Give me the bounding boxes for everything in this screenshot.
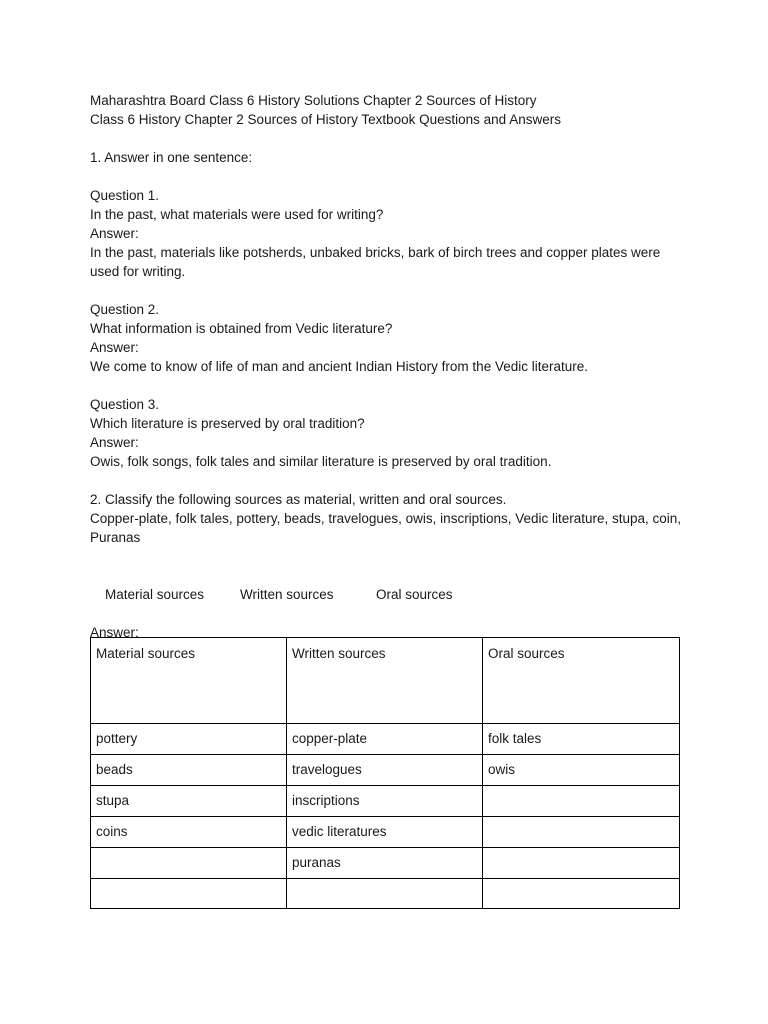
table-row xyxy=(91,817,680,848)
spacer xyxy=(90,547,690,566)
spacer xyxy=(90,167,690,186)
question-label: Question 1. xyxy=(90,188,160,203)
table-header-cell: Material sources xyxy=(91,638,287,724)
table-cell xyxy=(287,879,483,909)
table-cell: travelogues xyxy=(287,755,483,786)
table-cell: owis xyxy=(483,755,680,786)
table-header-cell: Written sources xyxy=(287,638,483,724)
answer-label: Answer: xyxy=(90,435,139,450)
table-cell: pottery xyxy=(91,724,287,755)
title-line-2: Class 6 History Chapter 2 Sources of History Textbook Questions and Answers xyxy=(90,112,561,127)
table-cell: folk tales xyxy=(483,724,680,755)
table-cell: coins xyxy=(91,817,287,848)
table-cell xyxy=(91,879,287,909)
table-cell: beads xyxy=(91,755,287,786)
section-2-items: Copper-plate, folk tales, pottery, beads, travelogues, owis, inscriptions, Vedic literature, stupa, coin, Puranas xyxy=(90,511,682,545)
table-row xyxy=(91,848,680,879)
category-label-material: Material sources xyxy=(105,587,205,602)
question-block-1 xyxy=(90,186,690,281)
table-row xyxy=(91,755,680,786)
question-text: In the past, what materials were used for writing? xyxy=(90,207,384,222)
category-label-oral: Oral sources xyxy=(376,587,453,602)
section-2-heading: 2. Classify the following sources as material, written and oral sources. xyxy=(90,492,507,507)
answer-label: Answer: xyxy=(90,226,139,241)
title-line-1: Maharashtra Board Class 6 History Solutions Chapter 2 Sources of History xyxy=(90,93,537,108)
table-cell xyxy=(91,848,287,879)
table-row xyxy=(91,786,680,817)
answer-text: Owis, folk songs, folk tales and similar literature is preserved by oral tradition. xyxy=(90,454,552,469)
table-row xyxy=(91,879,680,909)
category-labels xyxy=(90,566,690,623)
table-cell: puranas xyxy=(287,848,483,879)
sources-table xyxy=(90,637,680,909)
table-cell xyxy=(483,848,680,879)
table-cell: inscriptions xyxy=(287,786,483,817)
section-2-answer-label: Answer: xyxy=(90,625,139,640)
answer-text: In the past, materials like potsherds, unbaked bricks, bark of birch trees and copper plates were used for writing. xyxy=(90,245,661,279)
spacer xyxy=(90,376,690,395)
document-body xyxy=(90,91,690,642)
table-cell xyxy=(483,879,680,909)
question-text: Which literature is preserved by oral tradition? xyxy=(90,416,365,431)
table-header-row xyxy=(91,638,680,724)
question-block-3 xyxy=(90,395,690,471)
question-block-2 xyxy=(90,300,690,376)
section-1-heading: 1. Answer in one sentence: xyxy=(90,150,253,165)
question-label: Question 3. xyxy=(90,397,160,412)
table-cell: stupa xyxy=(91,786,287,817)
category-label-written: Written sources xyxy=(240,587,334,602)
table-cell: copper-plate xyxy=(287,724,483,755)
table-row xyxy=(91,724,680,755)
table-cell xyxy=(483,817,680,848)
question-label: Question 2. xyxy=(90,302,160,317)
table-header-cell: Oral sources xyxy=(483,638,680,724)
table-cell xyxy=(483,786,680,817)
table-cell: vedic literatures xyxy=(287,817,483,848)
question-text: What information is obtained from Vedic literature? xyxy=(90,321,393,336)
spacer xyxy=(90,129,690,148)
spacer xyxy=(90,281,690,300)
spacer xyxy=(90,471,690,490)
answer-label: Answer: xyxy=(90,340,139,355)
answer-text: We come to know of life of man and ancient Indian History from the Vedic literature. xyxy=(90,359,588,374)
